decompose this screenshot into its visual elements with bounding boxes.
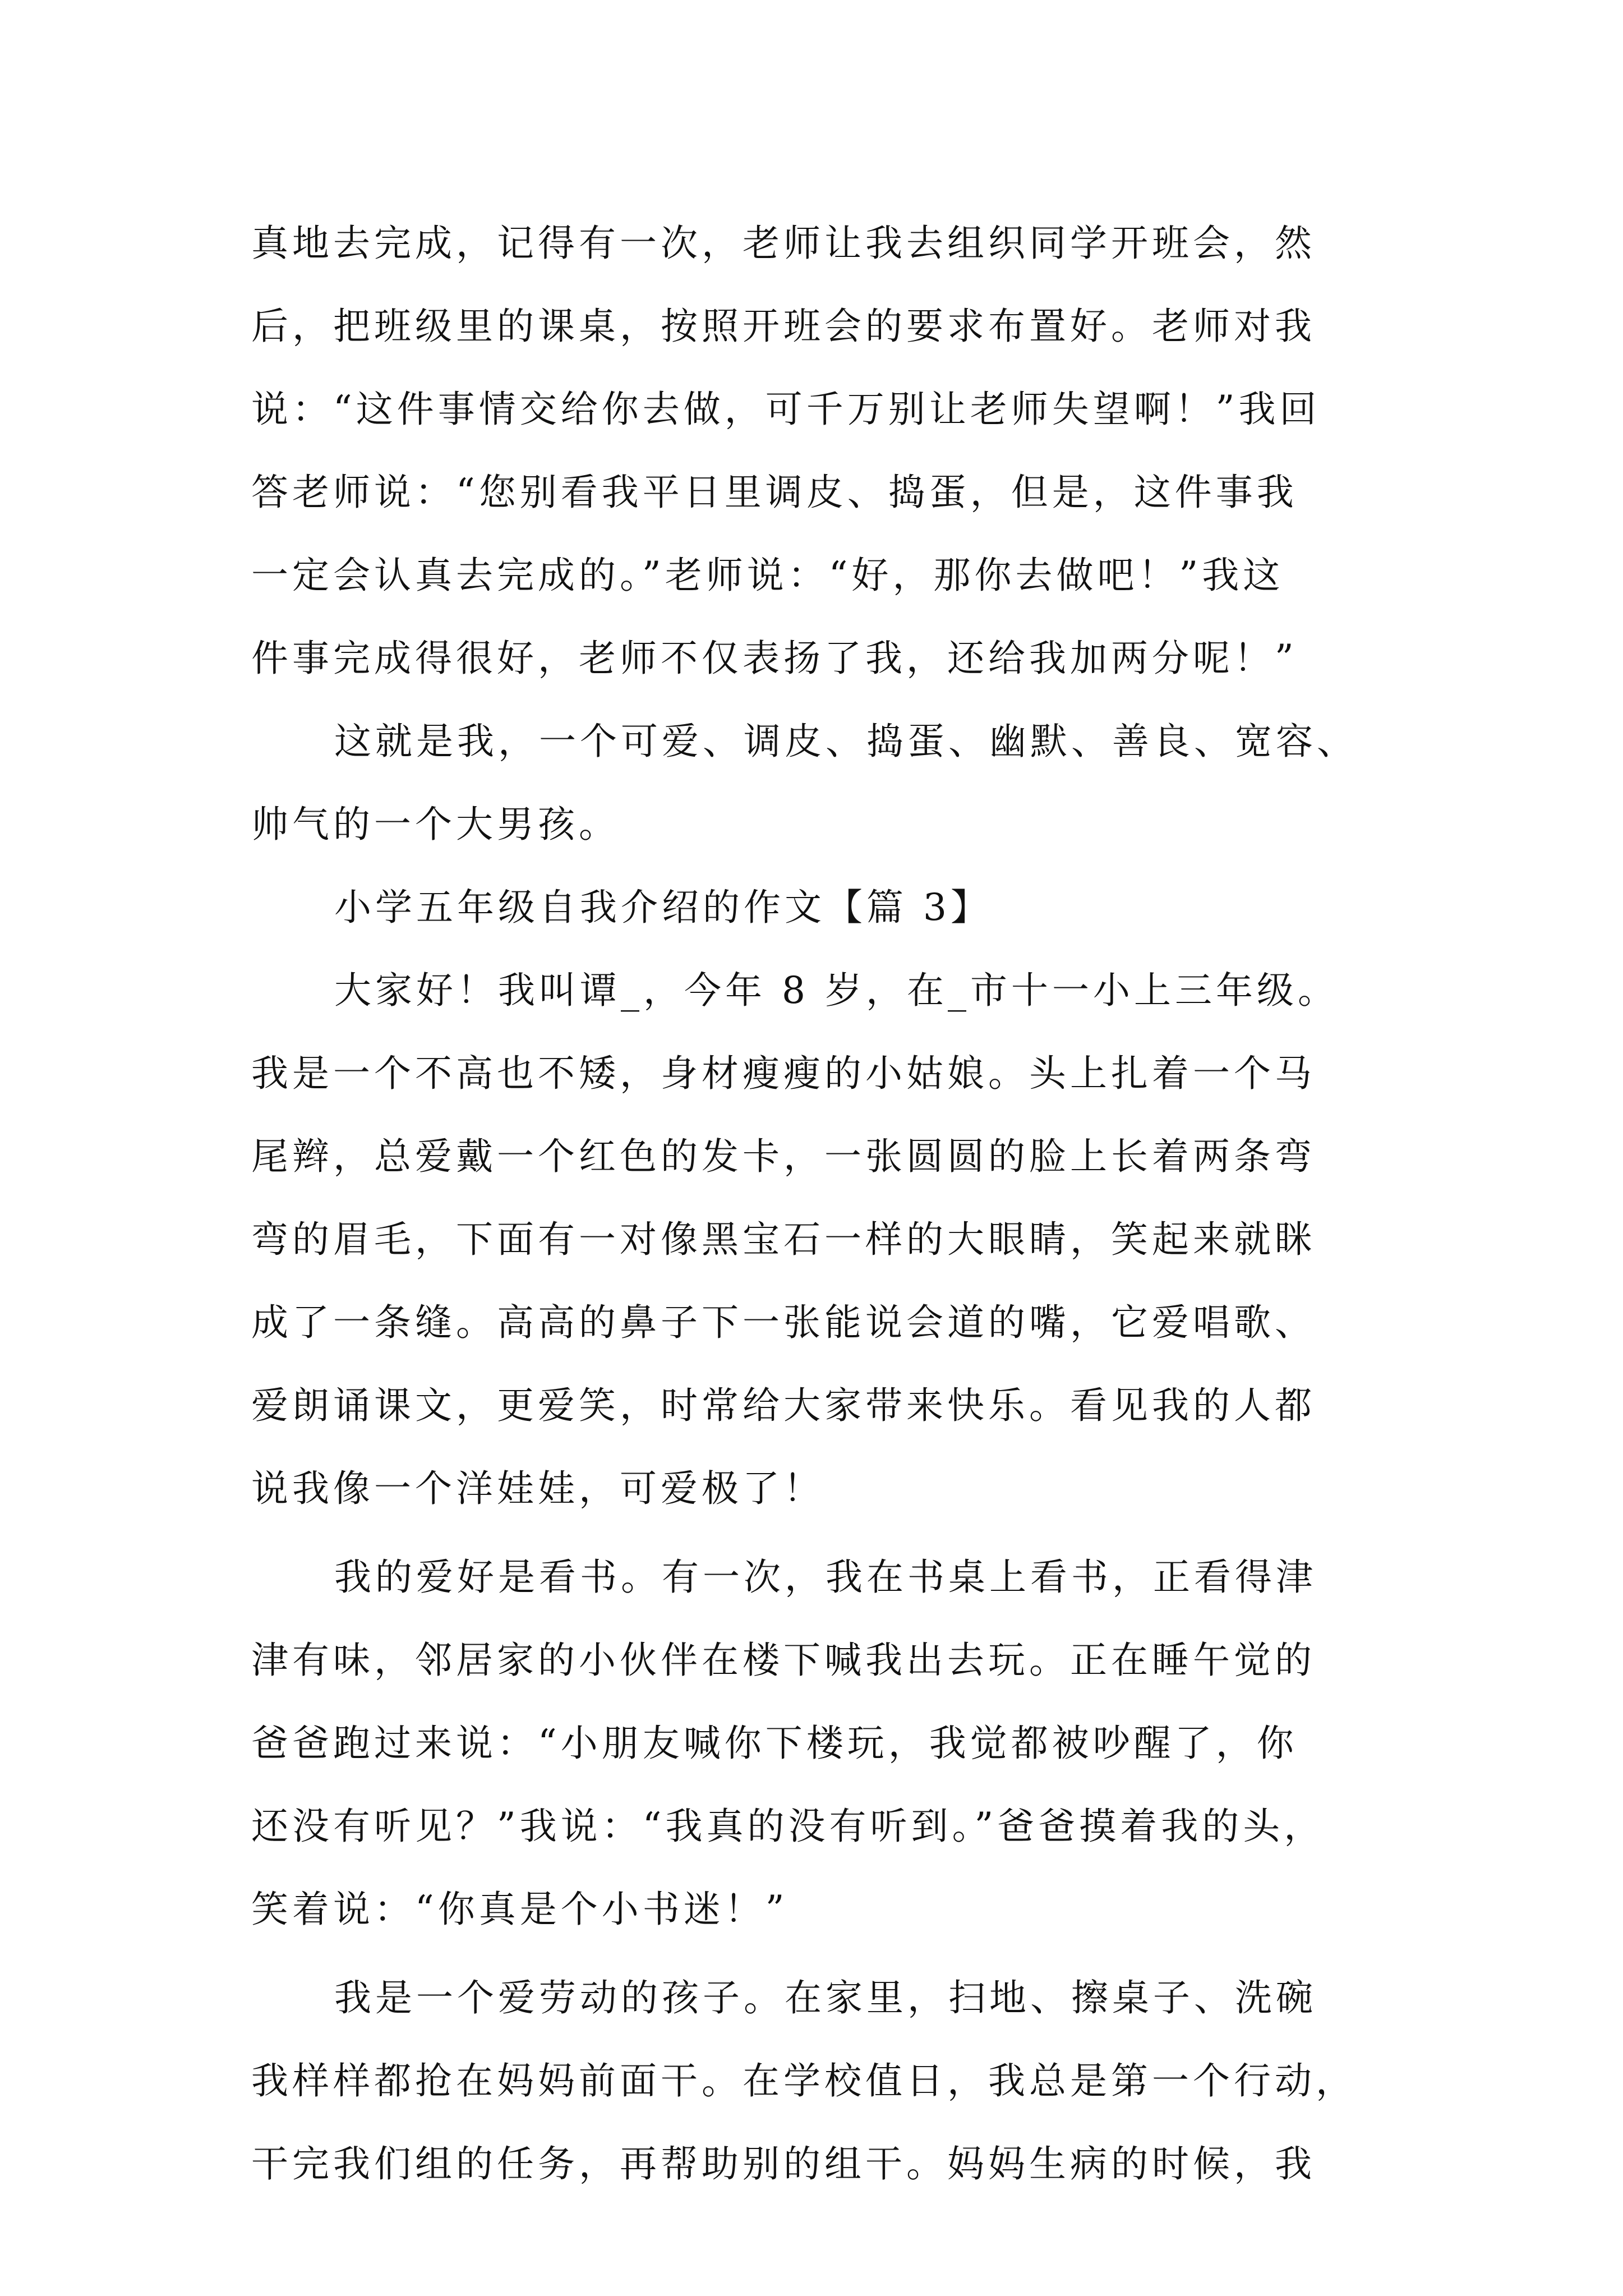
text-line: 成了一条缝。高高的鼻子下一张能说会道的嘴，它爱唱歌、 bbox=[251, 1301, 1316, 1344]
text-line: 后，把班级里的课桌，按照开班会的要求布置好。老师对我 bbox=[251, 305, 1316, 348]
paragraph-first-line: 我是一个爱劳动的孩子。在家里，扫地、擦桌子、洗碗 bbox=[334, 1976, 1317, 2019]
text-line: 笑着说：“你真是个小书迷！” bbox=[251, 1888, 789, 1931]
paragraph-first-line: 这就是我，一个可爱、调皮、捣蛋、幽默、善良、宽容、 bbox=[334, 720, 1358, 763]
text-line: 津有味，邻居家的小伙伴在楼下喊我出去玩。正在睡午觉的 bbox=[251, 1639, 1316, 1682]
text-line: 爱朗诵课文，更爱笑，时常给大家带来快乐。看见我的人都 bbox=[251, 1384, 1316, 1427]
text-line: 干完我们组的任务，再帮助别的组干。妈妈生病的时候，我 bbox=[251, 2142, 1316, 2185]
text-line: 一定会认真去完成的。”老师说：“好，那你去做吧！”我这 bbox=[251, 554, 1284, 597]
text-line: 说：“这件事情交给你去做，可千万别让老师失望啊！”我回 bbox=[251, 388, 1321, 431]
text-line: 答老师说：“您别看我平日里调皮、捣蛋，但是，这件事我 bbox=[251, 471, 1298, 514]
text-line: 我样样都抢在妈妈前面干。在学校值日，我总是第一个行动， bbox=[251, 2059, 1357, 2102]
text-line: 帅气的一个大男孩。 bbox=[251, 803, 620, 846]
paragraph-first-line: 大家好！我叫谭_，今年 8 岁，在_市十一小上三年级。 bbox=[334, 969, 1339, 1012]
paragraph-first-line: 我的爱好是看书。有一次，我在书桌上看书，正看得津 bbox=[334, 1556, 1317, 1599]
text-line: 件事完成得很好，老师不仅表扬了我，还给我加两分呢！” bbox=[251, 637, 1298, 680]
text-line: 还没有听见？”我说：“我真的没有听到。”爸爸摸着我的头， bbox=[251, 1805, 1325, 1848]
text-line: 爸爸跑过来说：“小朋友喊你下楼玩，我觉都被吵醒了，你 bbox=[251, 1722, 1298, 1765]
text-line: 尾辫，总爱戴一个红色的发卡，一张圆圆的脸上长着两条弯 bbox=[251, 1135, 1316, 1178]
text-line: 我是一个不高也不矮，身材瘦瘦的小姑娘。头上扎着一个马 bbox=[251, 1052, 1316, 1095]
text-line: 说我像一个洋娃娃，可爱极了！ bbox=[251, 1467, 824, 1510]
essay-body bbox=[251, 202, 1373, 2206]
text-line: 弯的眉毛，下面有一对像黑宝石一样的大眼睛，笑起来就眯 bbox=[251, 1218, 1316, 1261]
text-line: 真地去完成，记得有一次，老师让我去组织同学开班会，然 bbox=[251, 222, 1316, 265]
section-heading: 小学五年级自我介绍的作文【篇 3】 bbox=[334, 886, 992, 929]
